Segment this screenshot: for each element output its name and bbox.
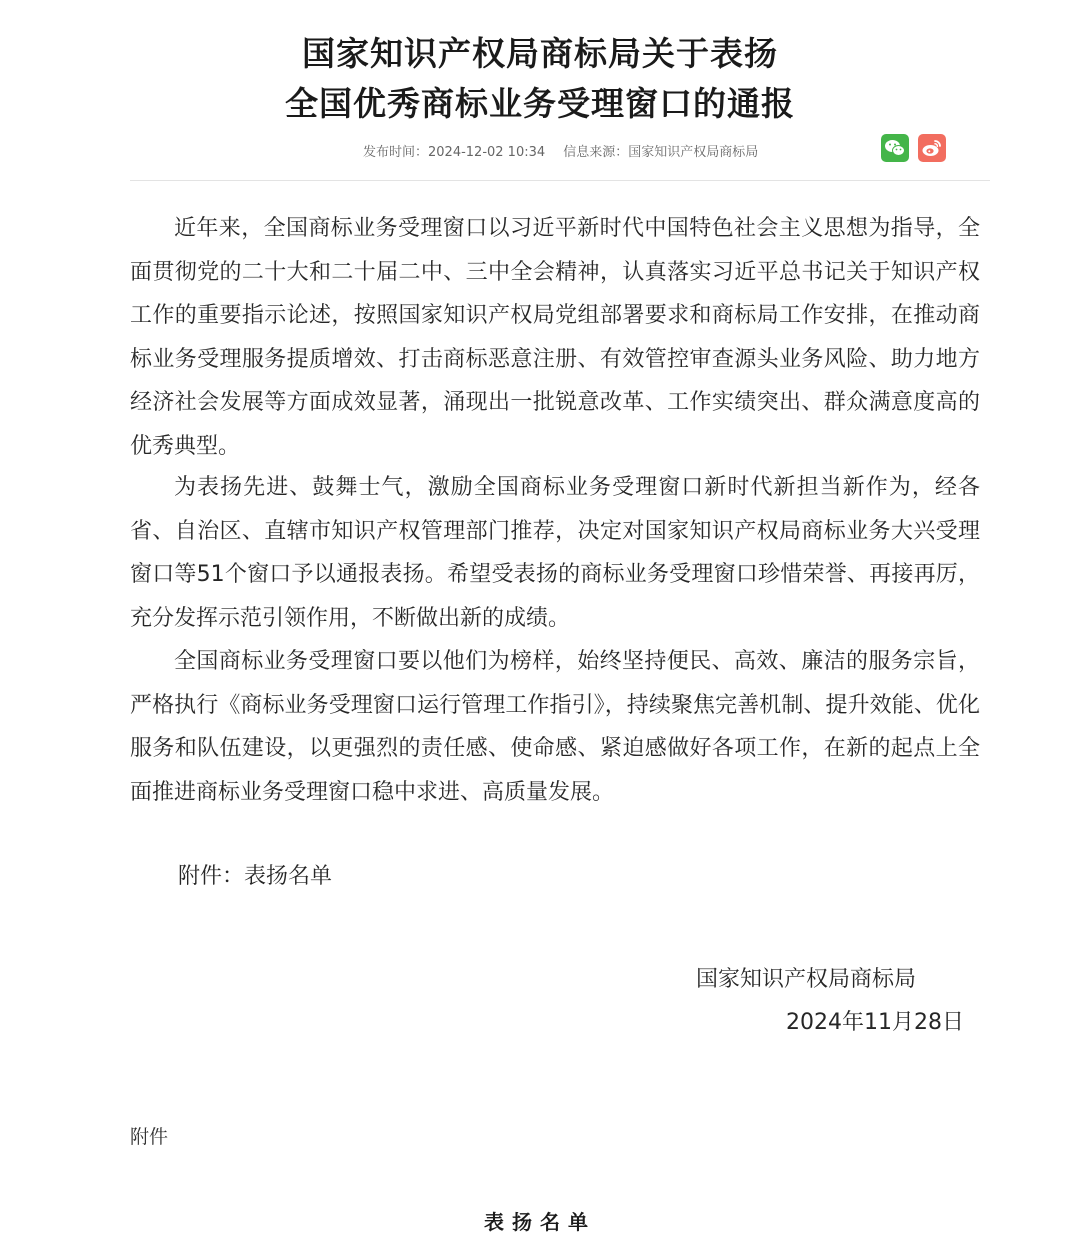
signature-date: 2024年11月28日 xyxy=(786,1010,964,1035)
signature-organization: 国家知识产权局商标局 xyxy=(696,967,917,992)
share-weibo-button[interactable] xyxy=(918,134,946,162)
wechat-icon xyxy=(881,134,909,162)
info-source: 信息来源：国家知识产权局商标局 xyxy=(563,145,759,160)
header-divider xyxy=(130,180,990,181)
article-title-line-1: 国家知识产权局商标局关于表扬 xyxy=(302,34,778,73)
body-paragraph-1: 近年来，全国商标业务受理窗口以习近平新时代中国特色社会主义思想为指导，全面贯彻党的二十大和二十届二中、三中全会精神，认真落实习近平总书记关于知识产权工作的重要指示论述，按照国家知识产权局党组部署要求和商标局工作安排，在推动商标业务受理服务提质增效、打击商标恶意注册、有效管控审查源头业务风险、助力地方经济社会发展等方面成效显著，涌现出一批锐意改革、工作实绩突出、群众满意度高的优秀典型。 xyxy=(130,216,980,459)
body-paragraph-3: 全国商标业务受理窗口要以他们为榜样，始终坚持便民、高效、廉洁的服务宗旨，严格执行《商标业务受理窗口运行管理工作指引》，持续聚焦完善机制、提升效能、优化服务和队伍建设，以更强烈的责任感、使命感、紧迫感做好各项工作，在新的起点上全面推进商标业务受理窗口稳中求进、高质量发展。 xyxy=(130,649,980,805)
article-meta xyxy=(363,141,772,160)
commendation-list-title: 表扬名单 xyxy=(484,1210,596,1234)
share-wechat-button[interactable] xyxy=(881,134,909,162)
publish-time: 发布时间：2024-12-02 10:34 xyxy=(363,145,546,160)
article-title-line-2: 全国优秀商标业务受理窗口的通报 xyxy=(285,84,795,123)
attachment-note: 附件：表扬名单 xyxy=(178,864,333,889)
weibo-icon xyxy=(918,134,946,162)
attachment-label: 附件 xyxy=(130,1126,169,1148)
body-paragraph-2: 为表扬先进、鼓舞士气，激励全国商标业务受理窗口新时代新担当新作为，经各省、自治区、直辖市知识产权管理部门推荐，决定对国家知识产权局商标业务大兴受理窗口等51个窗口予以通报表扬。希望受表扬的商标业务受理窗口珍惜荣誉、再接再厉，充分发挥示范引领作用，不断做出新的成绩。 xyxy=(130,475,980,631)
